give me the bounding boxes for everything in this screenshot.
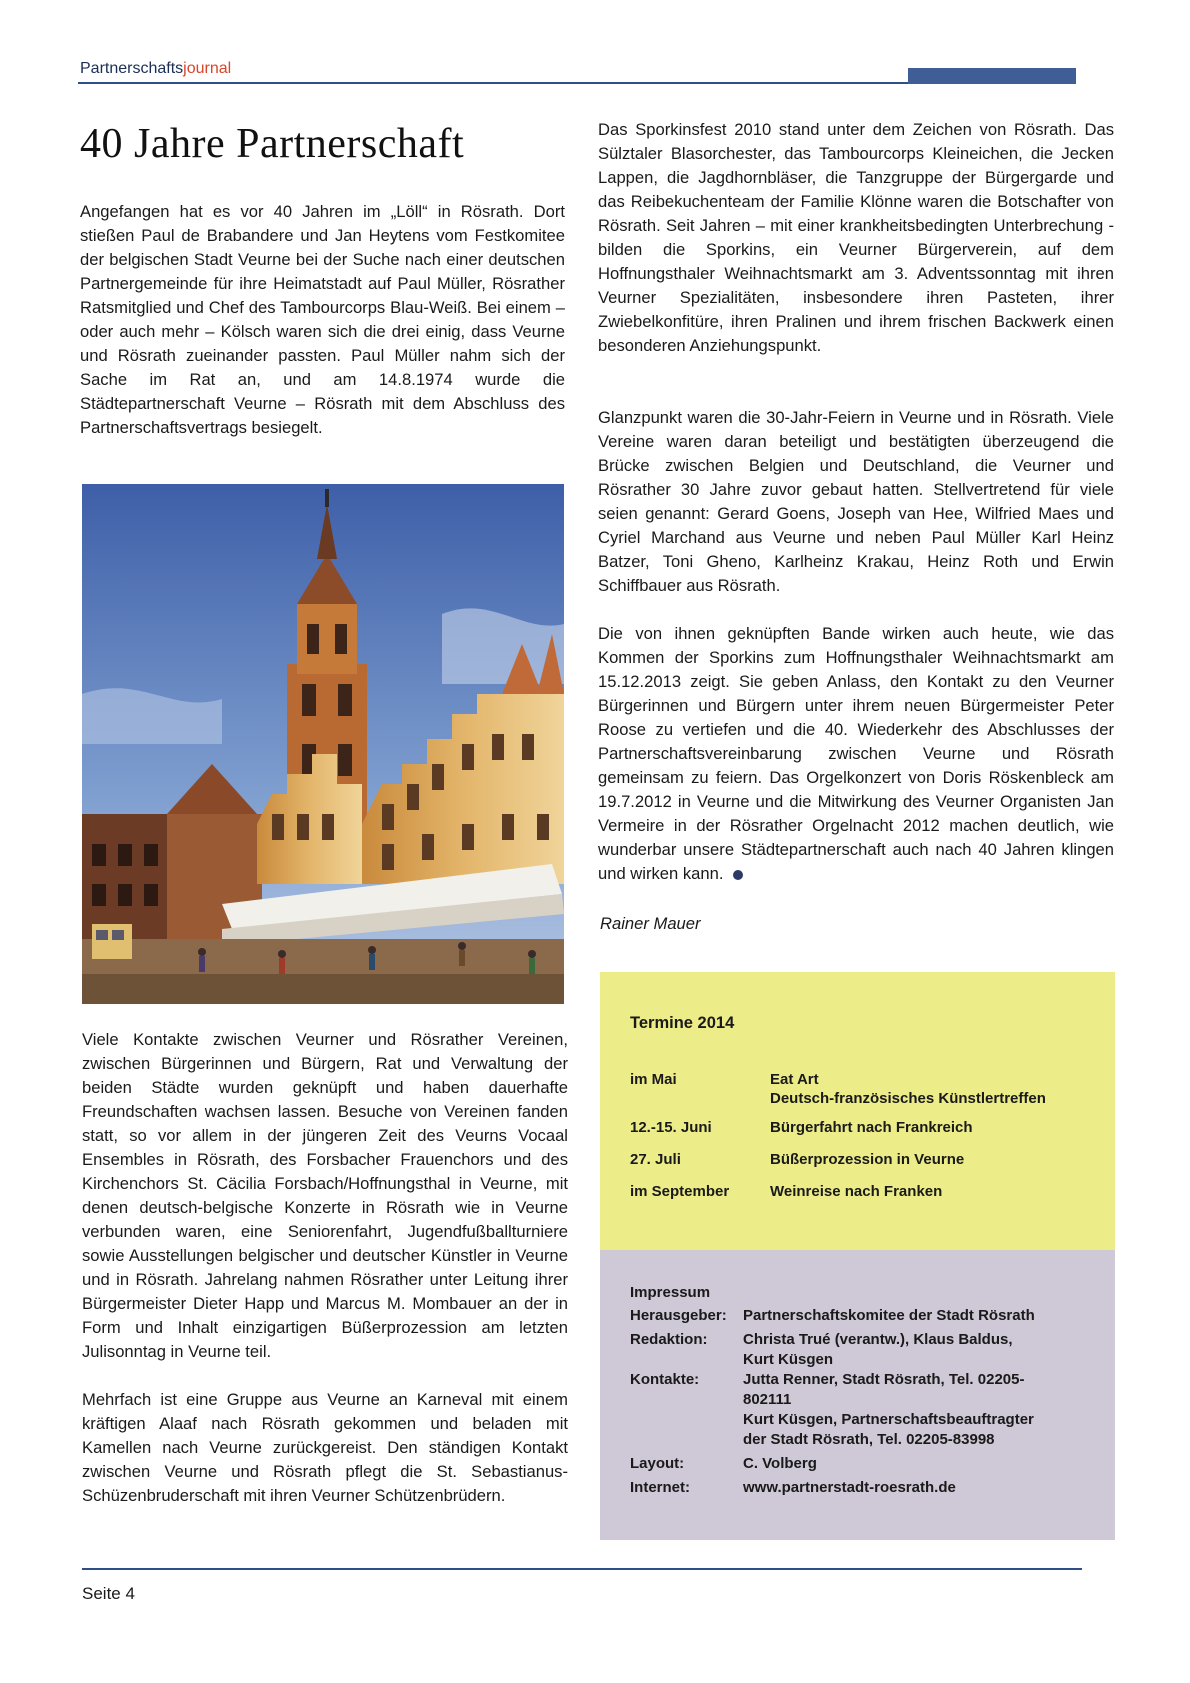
article-paragraph: Viele Kontakte zwischen Veurner und Rösrather Vereinen, zwischen Bürgerinnen und Bürgern, Rat und Verwaltung der beiden Städte wurden geknüpft und haben dauerhafte Freundschaften wachsen lassen. Besuche von Vereinen fanden statt, so vor allem in der jüngeren Zeit des Veurns Vocaal Ensembles in Rösrath, des Forsbacher Frauenchors und des Kirchenchors St. Cäcilia Forsbach/Hoffnungsthal in Veurne, mit denen deutsch-belgische Konzerte in Rösrath wie in Veurne verbunden waren, eine Seniorenfahrt, Jugendfußballturniere sowie Ausstellungen belgischer und deutscher Künstler in Veurne und in Rösrath. Jahrelang nahmen Rösrather unter Leitung ihrer Bürgermeister Dieter Happ und Marcus M. Mombauer an der in Form und Inhalt einzigartigen Büßerprozession am letzten Julisonntag in Veurne teil. xyxy=(82,1030,568,1361)
impressum-title: Impressum xyxy=(630,1284,711,1301)
termine-date: im September xyxy=(630,1183,730,1200)
article-paragraph: Die von ihnen geknüpften Bande wirken auch heute, wie das Kommen der Sporkins zum Hoffnungsthaler Weihnachtsmarkt am 15.12.2013 zeigt. Sie geben Anlass, den Kontakt zu den Veurner Bürgerinnen und Bürgern unter ihrem neuen Bürgermeister Peter Roose zu vertiefen und die 40. Wiederkehr des Abschlusses der Partnerschaftsvereinbarung zwischen Veurne und Rösrath gemeinsam zu feiern. Das Orgelkonzert von Doris Röskenbleck am 19.7.2012 in Veurne und die Mitwirkung des Veurner Organisten Jan Vermeire in der Rösrather Orgelnacht 2012 machen deutlich, wie wunderbar unsere Städtepartnerschaft auch nach 40 Jahren klingen und wirken kann. xyxy=(598,624,1114,883)
impressum-label: Layout: xyxy=(630,1455,685,1472)
termine-event: Büßerprozession in Veurne xyxy=(770,1151,965,1168)
page-number: Seite 4 xyxy=(82,1584,135,1603)
termine-date: 12.-15. Juni xyxy=(630,1119,712,1136)
impressum-website-link[interactable]: www.partnerstadt-roesrath.de xyxy=(743,1479,956,1496)
impressum-value: Jutta Renner, Stadt Rösrath, Tel. 02205- 802111 Kurt Küsgen, Partnerschaftsbeauftragter der Stadt Rösrath, Tel. 02205-83998 xyxy=(743,1371,1034,1448)
impressum-label: Redaktion: xyxy=(630,1331,708,1348)
header-bar xyxy=(908,68,1076,84)
impressum-label: Herausgeber: xyxy=(630,1307,727,1324)
termine-title: Termine 2014 xyxy=(630,1014,735,1032)
veurne-town-hall-photo xyxy=(82,484,564,1004)
journal-name-accent: journal xyxy=(183,60,232,77)
termine-date: im Mai xyxy=(630,1071,677,1088)
article-paragraph: Glanzpunkt waren die 30-Jahr-Feiern in Veurne und in Rösrath. Viele Vereine waren daran beteiligt und bestätigten überzeugend die Brücke zwischen Belgien und Deutschland, die Veurner und Rösrather 30 Jahre zuvor gebaut hatten. Stellvertretend für viele seien genannt: Gerard Goens, Joseph van Hee, Wilfried Maes und Cyriel Marchand aus Veurne und neben Paul Müller Karl Heinz Batzer, Toni Gheno, Karlheinz Krakau, Heinz Roth und Erwin Schiffbauer aus Rösrath. xyxy=(598,408,1114,595)
impressum-value: Partnerschaftskomitee der Stadt Rösrath xyxy=(743,1307,1035,1324)
impressum-label: Kontakte: xyxy=(630,1371,700,1388)
article-paragraph: Angefangen hat es vor 40 Jahren im „Löll“ in Rösrath. Dort stießen Paul de Brabandere und Jan Heytens vom Festkomitee der belgischen Stadt Veurne bei der Suche nach einer deutschen Partnergemeinde für ihre Heimatstadt auf Paul Müller, Rösrather Ratsmitglied und Chef des Tambourcorps Blau-Weiß. Bei einem – oder auch mehr – Kölsch waren sich die drei einig, dass Veurne und Rösrath zueinander passten. Paul Müller nahm sich der Sache im Rat an, und am 14.8.1974 wurde die Städtepartnerschaft Veurne – Rösrath mit dem Abschluss des Partnerschaftsvertrags besiegelt. xyxy=(80,202,565,437)
article-paragraph: Mehrfach ist eine Gruppe aus Veurne an Karneval mit einem kräftigen Alaaf nach Rösrath gekommen und beladen mit Kamellen nach Veurne zurückgereist. Den ständigen Kontakt zwischen Veurne und Rösrath pflegt die St. Sebastianus-Schüzenbruderschaft mit ihren Veurner Schützenbrüdern. xyxy=(82,1390,568,1505)
journal-header xyxy=(80,60,231,78)
impressum-value: C. Volberg xyxy=(743,1455,817,1472)
impressum-label: Internet: xyxy=(630,1479,690,1496)
impressum-value: Christa Trué (verantw.), Klaus Baldus, Kurt Küsgen xyxy=(743,1331,1013,1368)
journal-name-prefix: Partnerschafts xyxy=(80,60,184,77)
article-paragraph: Das Sporkinsfest 2010 stand unter dem Zeichen von Rösrath. Das Sülztaler Blasorchester, das Tambourcorps Kleineichen, die Jecken Lappen, die Jagdhornbläser, die Tanzgruppe der Bürgergarde und das Reibekuchenteam der Familie Klönne waren die Botschafter von Rösrath. Seit Jahren – mit einer krankheitsbedingten Unterbrechung - bilden die Sporkins, ein Veurner Bürgerverein, auf dem Hoffnungsthaler Weihnachtsmarkt am 3. Adventssonntag mit ihren Veurner Spezialitäten, insbesondere ihren Pasteten, ihrer Zwiebelkonfitüre, ihren Pralinen und ihrem frischen Backwerk einen besonderen Anziehungspunkt. xyxy=(598,120,1114,355)
termine-event: Weinreise nach Franken xyxy=(770,1183,943,1200)
termine-date: 27. Juli xyxy=(630,1151,681,1168)
end-of-article-bullet-icon xyxy=(733,870,743,880)
termine-event: Bürgerfahrt nach Frankreich xyxy=(770,1119,973,1136)
footer-rule xyxy=(82,1568,1082,1570)
article-author: Rainer Mauer xyxy=(600,914,701,933)
termine-event: Eat Art Deutsch-französisches Künstlertreffen xyxy=(770,1071,1046,1107)
article-paragraph-with-end-mark xyxy=(598,622,1114,886)
article-title: 40 Jahre Partnerschaft xyxy=(80,121,465,167)
